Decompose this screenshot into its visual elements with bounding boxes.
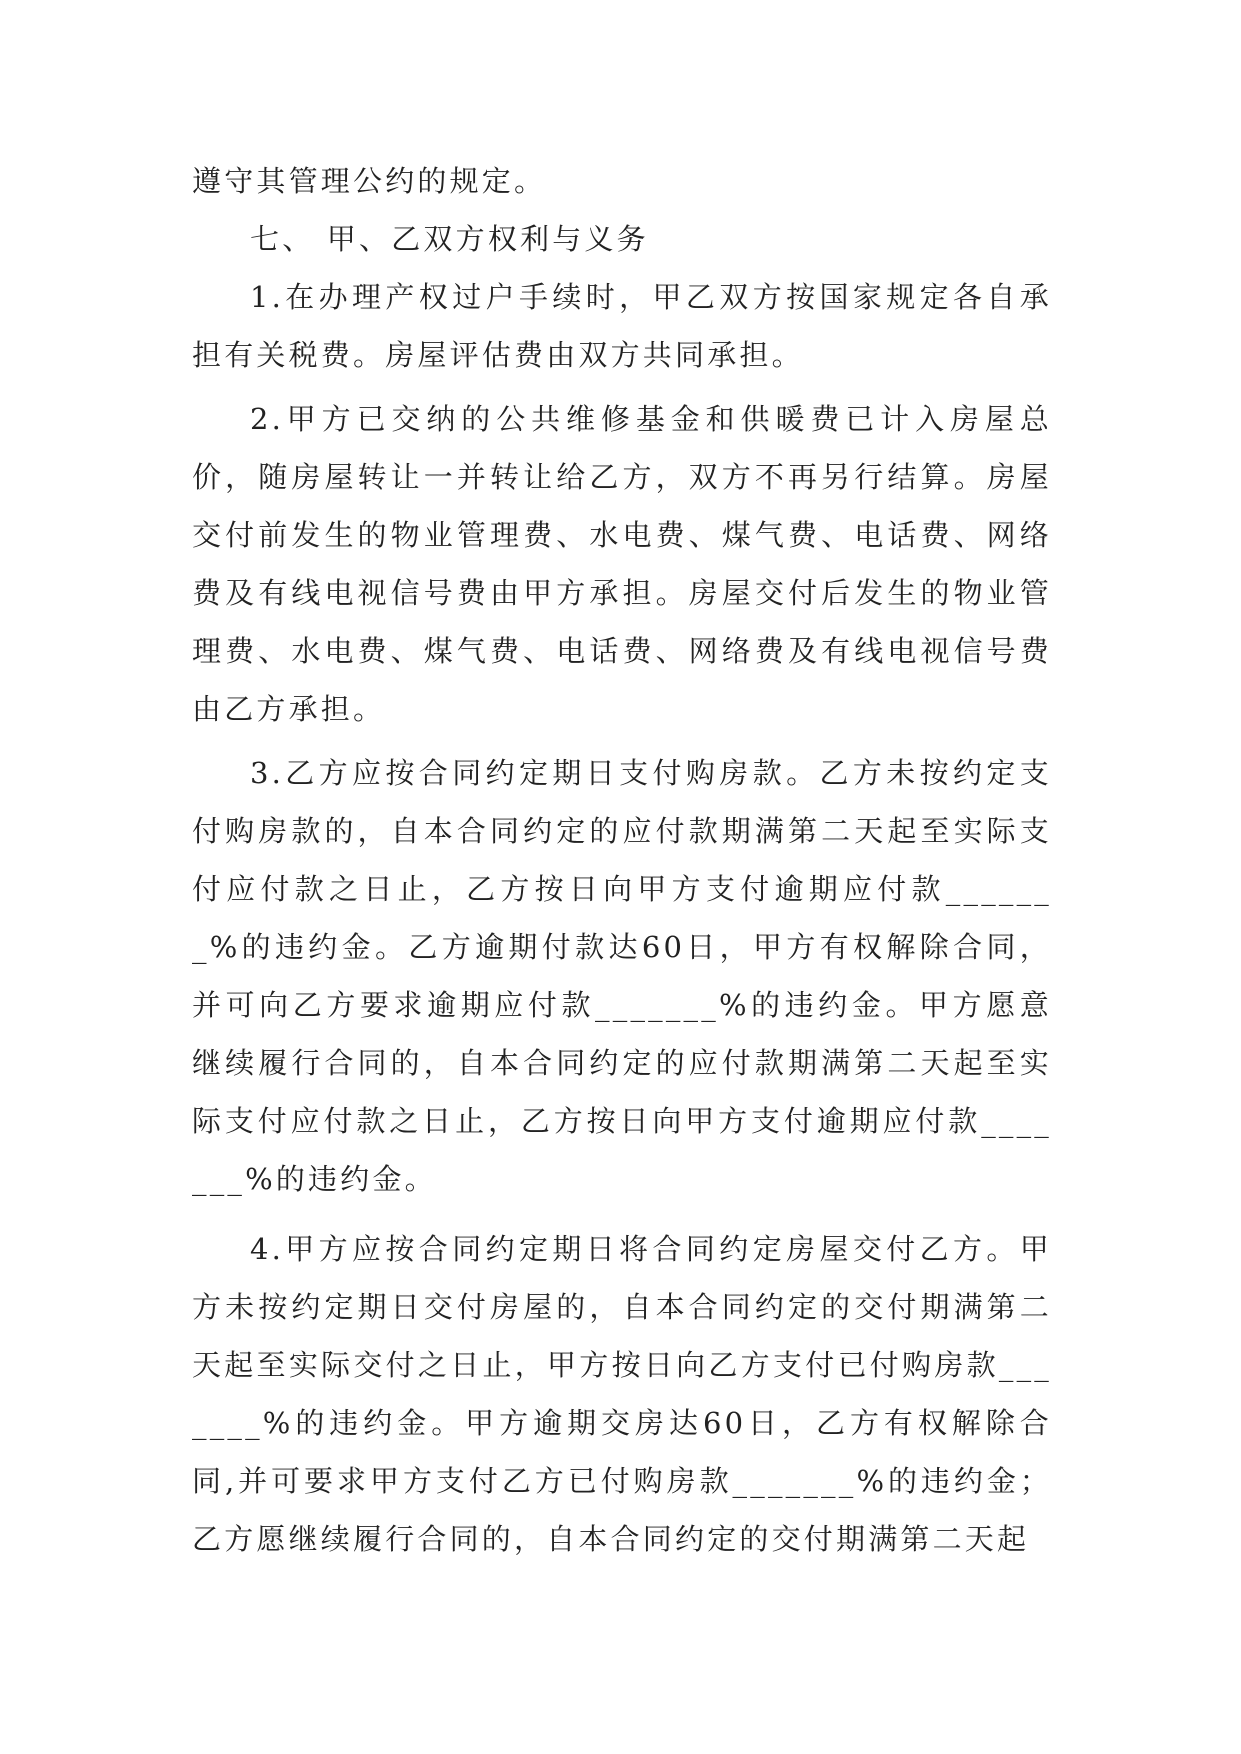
paragraph-clause-1: 1.在办理产权过户手续时，甲乙双方按国家规定各自承担有关税费。房屋评估费由双方共同承担。 bbox=[192, 280, 1052, 372]
section-heading: 七、 甲、乙双方权利与义务 bbox=[250, 222, 649, 256]
paragraph-clause-2: 2.甲方已交纳的公共维修基金和供暖费已计入房屋总价，随房屋转让一并转让给乙方，双方不再另行结算。房屋交付前发生的物业管理费、水电费、煤气费、电话费、网络费及有线电视信号费由甲方承担。房屋交付后发生的物业管理费、水电费、煤气费、电话费、网络费及有线电视信号费由乙方承担。 bbox=[192, 402, 1052, 726]
paragraph-clause-4: 4.甲方应按合同约定期日将合同约定房屋交付乙方。甲方未按约定期日交付房屋的，自本合同约定的交付期满第二天起至实际交付之日止，甲方按日向乙方支付已付购房款_______%的违约金。甲方逾期交房达60日，乙方有权解除合同,并可要求甲方支付乙方已付购房款_______%的违约金；乙方愿继续履行合同的，自本合同约定的交付期满第二天起 bbox=[192, 1232, 1052, 1556]
paragraph-continuation: 遵守其管理公约的规定。 bbox=[192, 164, 547, 198]
paragraph-clause-3: 3.乙方应按合同约定期日支付购房款。乙方未按约定支付购房款的，自本合同约定的应付款期满第二天起至实际支付应付款之日止，乙方按日向甲方支付逾期应付款_______%的违约金。乙方逾期付款达60日，甲方有权解除合同，并可向乙方要求逾期应付款_______%的违约金。甲方愿意继续履行合同的，自本合同约定的应付款期满第二天起至实际支付应付款之日止，乙方按日向甲方支付逾期应付款_______%的违约金。 bbox=[192, 756, 1052, 1196]
document-page bbox=[192, 152, 1052, 1568]
